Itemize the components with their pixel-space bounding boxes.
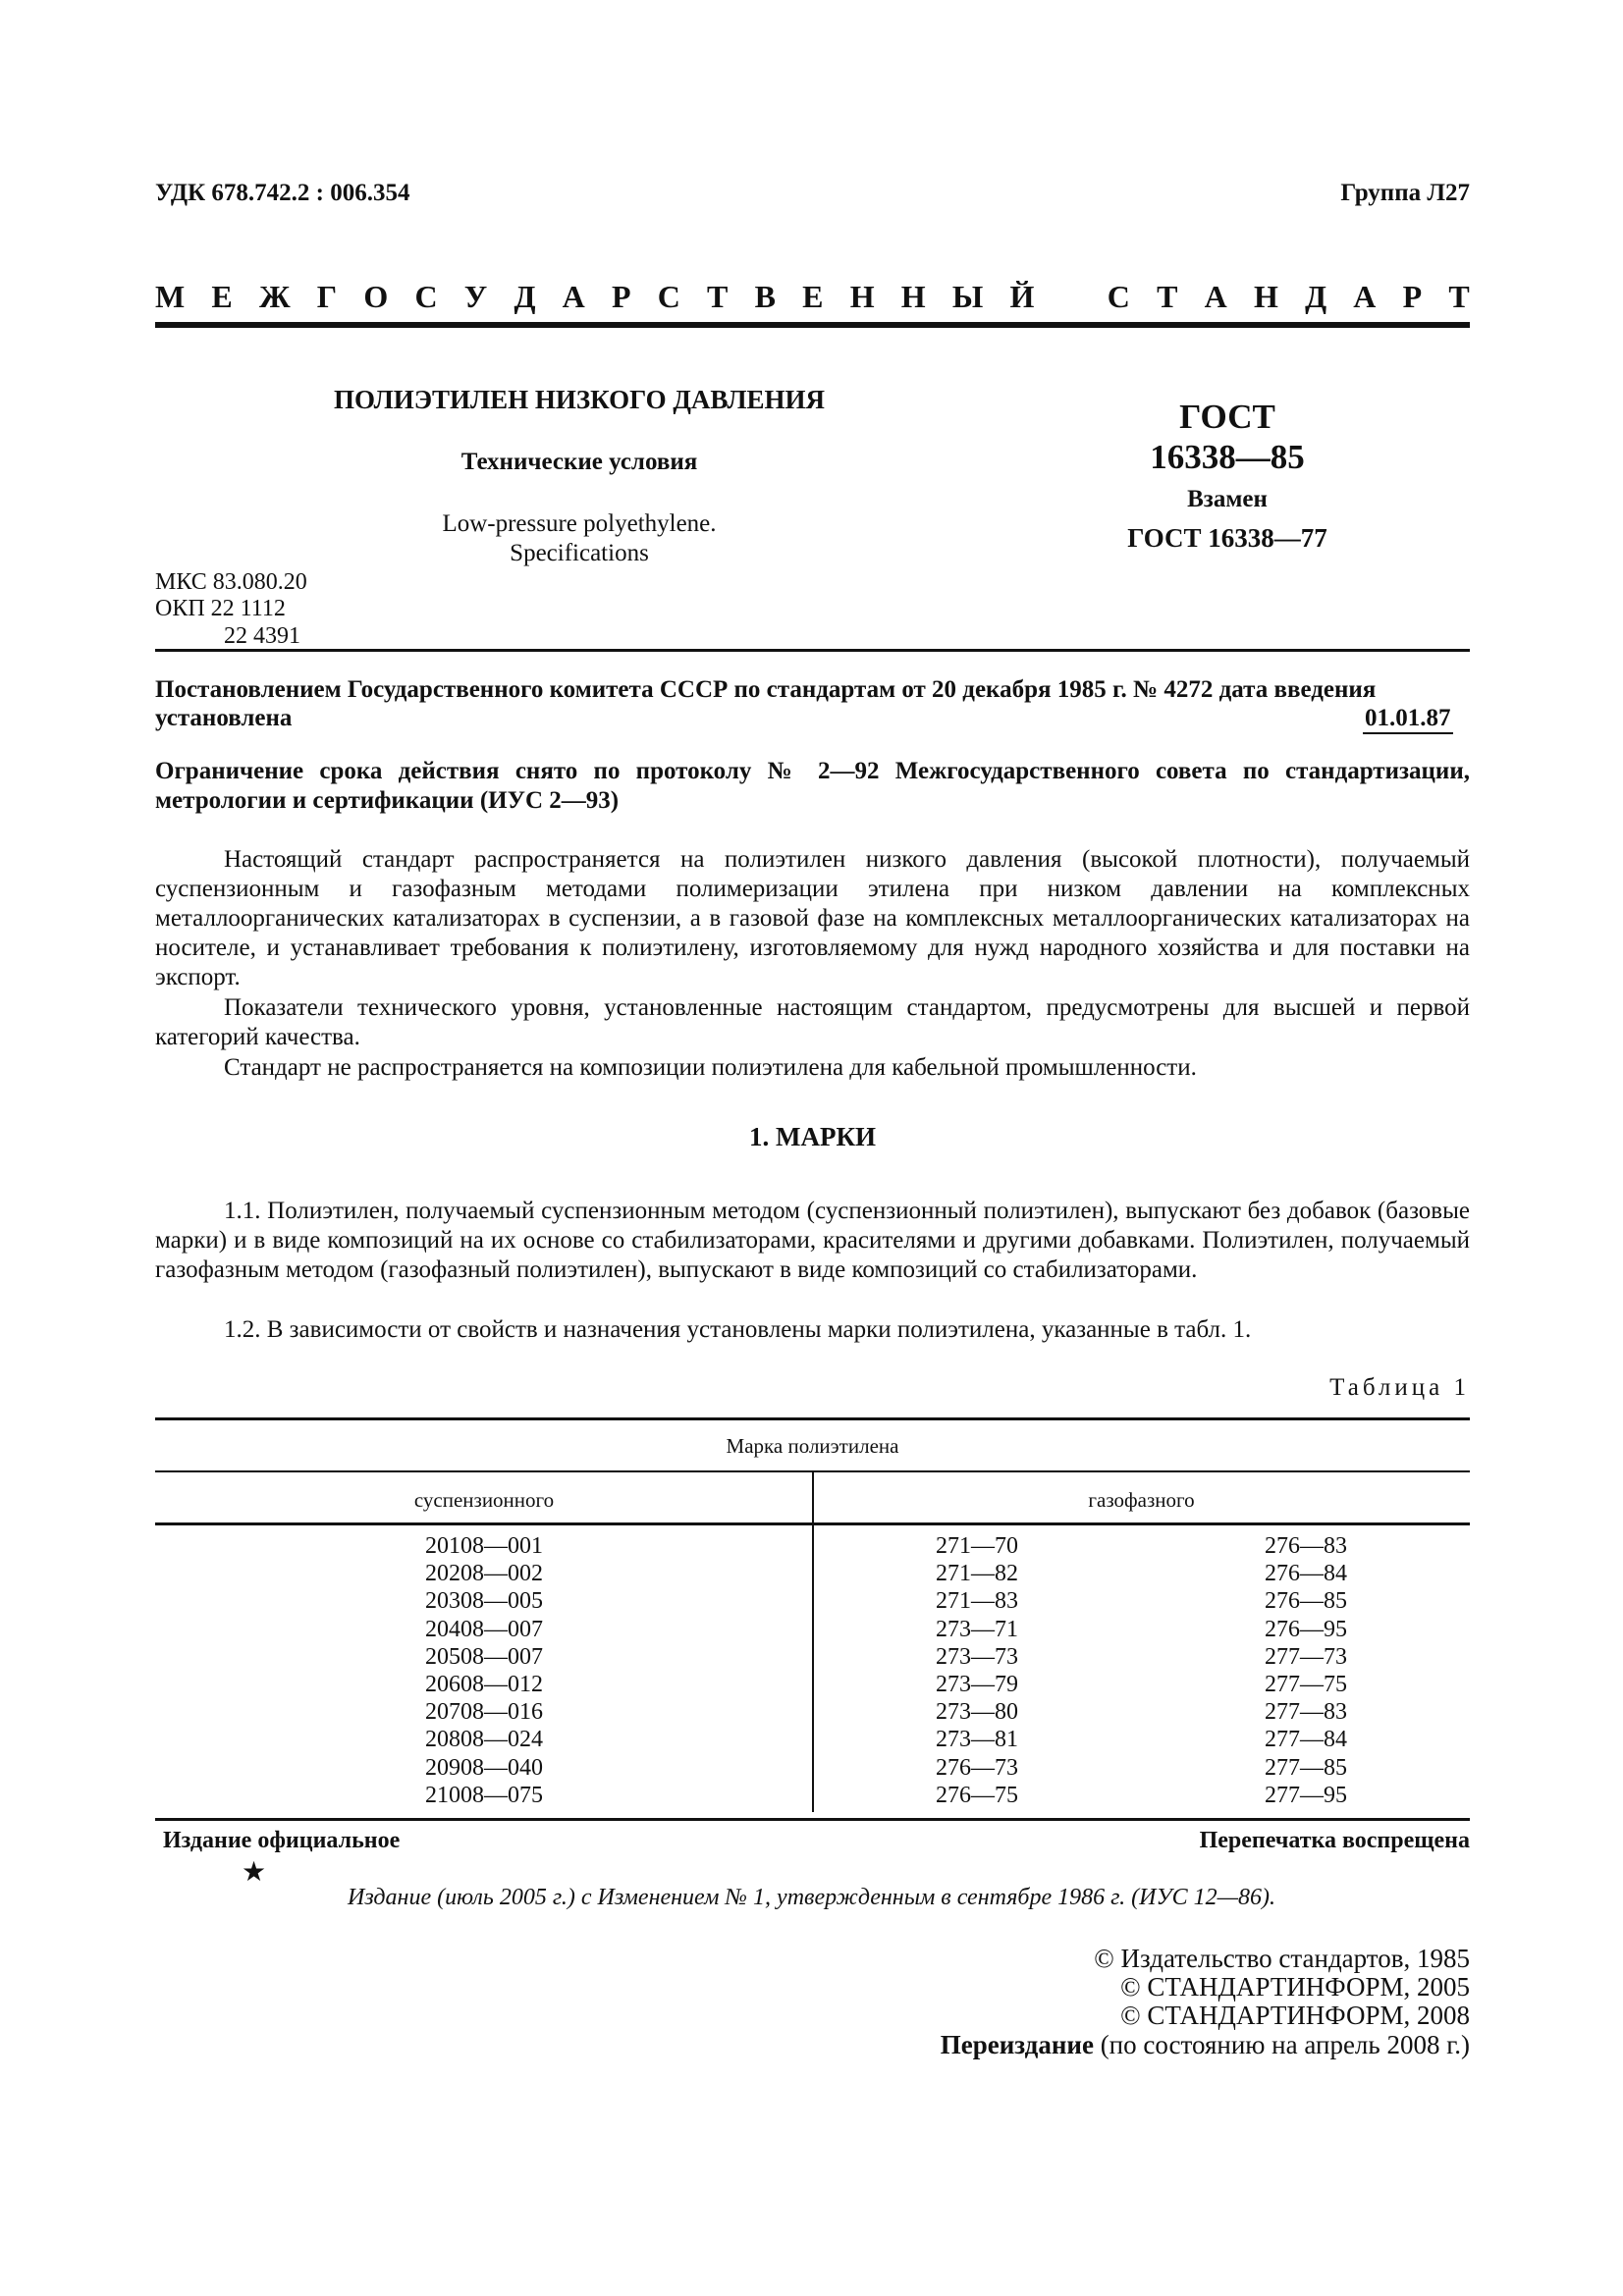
decree-line2: установлена bbox=[155, 705, 293, 731]
reissue-note bbox=[941, 2030, 1470, 2060]
intro-paragraph-3: Стандарт не распространяется на композиции полиэтилена для кабельной промышленности. bbox=[224, 1054, 1197, 1081]
table-subheader-rule bbox=[155, 1522, 1470, 1525]
banner-letter bbox=[1061, 279, 1081, 315]
gas-grade-cell-b: 276—83 bbox=[1265, 1533, 1347, 1559]
banner-letter: Д bbox=[1305, 279, 1327, 314]
banner-letter: Е bbox=[802, 279, 824, 314]
gost-label: ГОСТ bbox=[1179, 398, 1275, 436]
suspension-grade-cell: 20208—002 bbox=[425, 1561, 543, 1587]
table-header-suspension: суспензионного bbox=[413, 1488, 555, 1512]
table-top-rule bbox=[155, 1417, 1470, 1420]
banner-letter: С bbox=[1107, 279, 1130, 314]
copyright-2008: © СТАНДАРТИНФОРМ, 2008 bbox=[1120, 2001, 1470, 2030]
banner-letter: Е bbox=[211, 279, 233, 314]
intro-paragraph-2: Показатели технического уровня, установленные настоящим стандартом, предусмотрены для высшей и первой категорий качества. bbox=[155, 994, 1470, 1050]
gas-grade-cell-b: 276—84 bbox=[1265, 1561, 1347, 1587]
group-code: Группа Л27 bbox=[1340, 180, 1470, 206]
banner-letter: Н bbox=[849, 279, 875, 314]
limitation-note: Ограничение срока действия снято по протоколу № 2—92 Межгосударственного совета по стандартизации, метрологии и сертификации (ИУС 2—93) bbox=[155, 758, 1470, 814]
banner-letter: О bbox=[363, 279, 389, 314]
okp-code-2: 22 4391 bbox=[224, 623, 300, 649]
gas-grade-cell-a: 273—80 bbox=[936, 1699, 1018, 1726]
gas-grade-cell-b: 277—75 bbox=[1265, 1672, 1347, 1697]
banner-letter: Ж bbox=[258, 279, 291, 314]
gas-grade-cell-a: 273—81 bbox=[936, 1727, 1018, 1753]
english-title-line1: Low-pressure polyethylene. bbox=[442, 510, 717, 537]
banner-letter: Й bbox=[1009, 279, 1035, 314]
gas-grade-cell-b: 277—73 bbox=[1265, 1643, 1347, 1670]
clause-1-2: 1.2. В зависимости от свойств и назначения установлены марки полиэтилена, указанные в табл. 1. bbox=[224, 1316, 1252, 1343]
banner-letter: Д bbox=[514, 279, 536, 314]
gost-number: 16338—85 bbox=[1150, 438, 1305, 476]
banner-letter: В bbox=[754, 279, 776, 314]
introduction-date: 01.01.87 bbox=[1363, 705, 1453, 734]
gas-grade-cell-a: 273—79 bbox=[936, 1672, 1018, 1697]
gas-grade-cell-b: 277—95 bbox=[1265, 1782, 1347, 1808]
suspension-grade-cell: 20808—024 bbox=[425, 1727, 543, 1753]
star-icon: ★ bbox=[242, 1857, 267, 1888]
banner-letter: Т bbox=[1448, 279, 1470, 314]
banner-letter: Ы bbox=[951, 279, 984, 314]
banner-letter: Р bbox=[1402, 279, 1423, 314]
suspension-grade-cell: 20308—005 bbox=[425, 1588, 543, 1615]
edition-info: Издание (июль 2005 г.) с Изменением № 1, утвержденным в сентябре 1986 г. (ИУС 12—86). bbox=[348, 1885, 1275, 1910]
banner-letter: Т bbox=[1157, 279, 1178, 314]
banner-letter: Г bbox=[316, 279, 338, 314]
gas-grade-cell-a: 276—75 bbox=[936, 1782, 1018, 1808]
english-title-line2: Specifications bbox=[510, 540, 649, 566]
suspension-grade-cell: 20108—001 bbox=[425, 1533, 543, 1559]
suspension-grade-cell: 20608—012 bbox=[425, 1672, 543, 1697]
suspension-grade-cell: 20508—007 bbox=[425, 1643, 543, 1670]
gas-grade-cell-a: 276—73 bbox=[936, 1754, 1018, 1781]
section-heading: 1. МАРКИ bbox=[748, 1122, 877, 1151]
banner-letter: Н bbox=[1253, 279, 1278, 314]
mks-code: МКС 83.080.20 bbox=[155, 569, 307, 595]
table-header-main: Марка полиэтилена bbox=[726, 1434, 899, 1458]
decree-line1: Постановлением Государственного комитета СССР по стандартам от 20 декабря 1985 г. № 4272 дата введения bbox=[155, 676, 1377, 703]
table-header-gas: газофазного bbox=[1088, 1488, 1195, 1512]
instead-label: Взамен bbox=[1187, 486, 1268, 512]
previous-standard: ГОСТ 16338—77 bbox=[1127, 523, 1327, 553]
gas-grade-cell-a: 271—82 bbox=[936, 1561, 1018, 1587]
copyright-2005: © СТАНДАРТИНФОРМ, 2005 bbox=[1120, 1972, 1470, 2002]
reissue-label: Переиздание bbox=[940, 2030, 1094, 2059]
gas-grade-cell-b: 276—85 bbox=[1265, 1588, 1347, 1615]
banner-rule bbox=[155, 322, 1470, 328]
banner-letter: Р bbox=[611, 279, 631, 314]
suspension-grade-cell: 20708—016 bbox=[425, 1699, 543, 1726]
gas-grade-cell-a: 273—71 bbox=[936, 1616, 1018, 1642]
banner-letter: Н bbox=[900, 279, 926, 314]
suspension-grade-cell: 21008—075 bbox=[425, 1782, 543, 1808]
gas-grade-cell-b: 277—84 bbox=[1265, 1727, 1347, 1753]
banner-letter: А bbox=[1204, 279, 1227, 314]
reprint-prohibited: Перепечатка воспрещена bbox=[1199, 1828, 1470, 1853]
suspension-grade-cell: 20408—007 bbox=[425, 1616, 543, 1642]
intro-paragraph-1: Настоящий стандарт распространяется на полиэтилен низкого давления (высокой плотности), получаемый суспензионным и газофазным методами полимеризации этилена при низком давлении на комплексных металлоорганических катализаторах в суспензии, а в газовой фазе на комплексных металлоорганических катализаторах на носителе, и устанавливает требования к полиэтилену, изготовляемому для нужд народного хозяйства и для поставки на экспорт. bbox=[155, 846, 1470, 990]
interstate-standard-banner bbox=[155, 279, 1470, 315]
gas-grade-cell-b: 276—95 bbox=[1265, 1616, 1347, 1642]
table-bottom-rule bbox=[155, 1818, 1470, 1821]
gas-grade-cell-b: 277—83 bbox=[1265, 1699, 1347, 1726]
banner-letter: Т bbox=[707, 279, 729, 314]
gas-grade-cell-b: 277—85 bbox=[1265, 1754, 1347, 1781]
banner-letter: У bbox=[463, 279, 488, 314]
udk-code: УДК 678.742.2 : 006.354 bbox=[155, 180, 410, 206]
copyright-1985: © Издательство стандартов, 1985 bbox=[1094, 1944, 1470, 1973]
banner-letter: М bbox=[155, 279, 186, 314]
okp-code-1: ОКП 22 1112 bbox=[155, 596, 286, 621]
banner-letter: С bbox=[414, 279, 438, 314]
clause-1-1: 1.1. Полиэтилен, получаемый суспензионным методом (суспензионный полиэтилен), выпускают без добавок (базовые марки) и в виде композиций на их основе со стабилизаторами, красителями и другими добавками. Полиэтилен, получаемый газофазным методом (газофазный полиэтилен), выпускают в виде композиций со стабилизаторами. bbox=[155, 1198, 1470, 1283]
gas-grade-cell-a: 271—83 bbox=[936, 1588, 1018, 1615]
reissue-date: (по состоянию на апрель 2008 г.) bbox=[1093, 2030, 1470, 2059]
title-block-rule bbox=[155, 649, 1470, 652]
table-label: Таблица 1 bbox=[1329, 1374, 1470, 1401]
official-edition: Издание официальное bbox=[163, 1828, 401, 1853]
gas-grade-cell-a: 273—73 bbox=[936, 1643, 1018, 1670]
gas-grade-cell-a: 271—70 bbox=[936, 1533, 1018, 1559]
document-title: ПОЛИЭТИЛЕН НИЗКОГО ДАВЛЕНИЯ bbox=[333, 385, 826, 414]
suspension-grade-cell: 20908—040 bbox=[425, 1754, 543, 1781]
banner-letter: А bbox=[562, 279, 585, 314]
banner-letter: С bbox=[657, 279, 680, 314]
banner-letter: А bbox=[1353, 279, 1377, 314]
document-subtitle: Технические условия bbox=[460, 449, 698, 475]
